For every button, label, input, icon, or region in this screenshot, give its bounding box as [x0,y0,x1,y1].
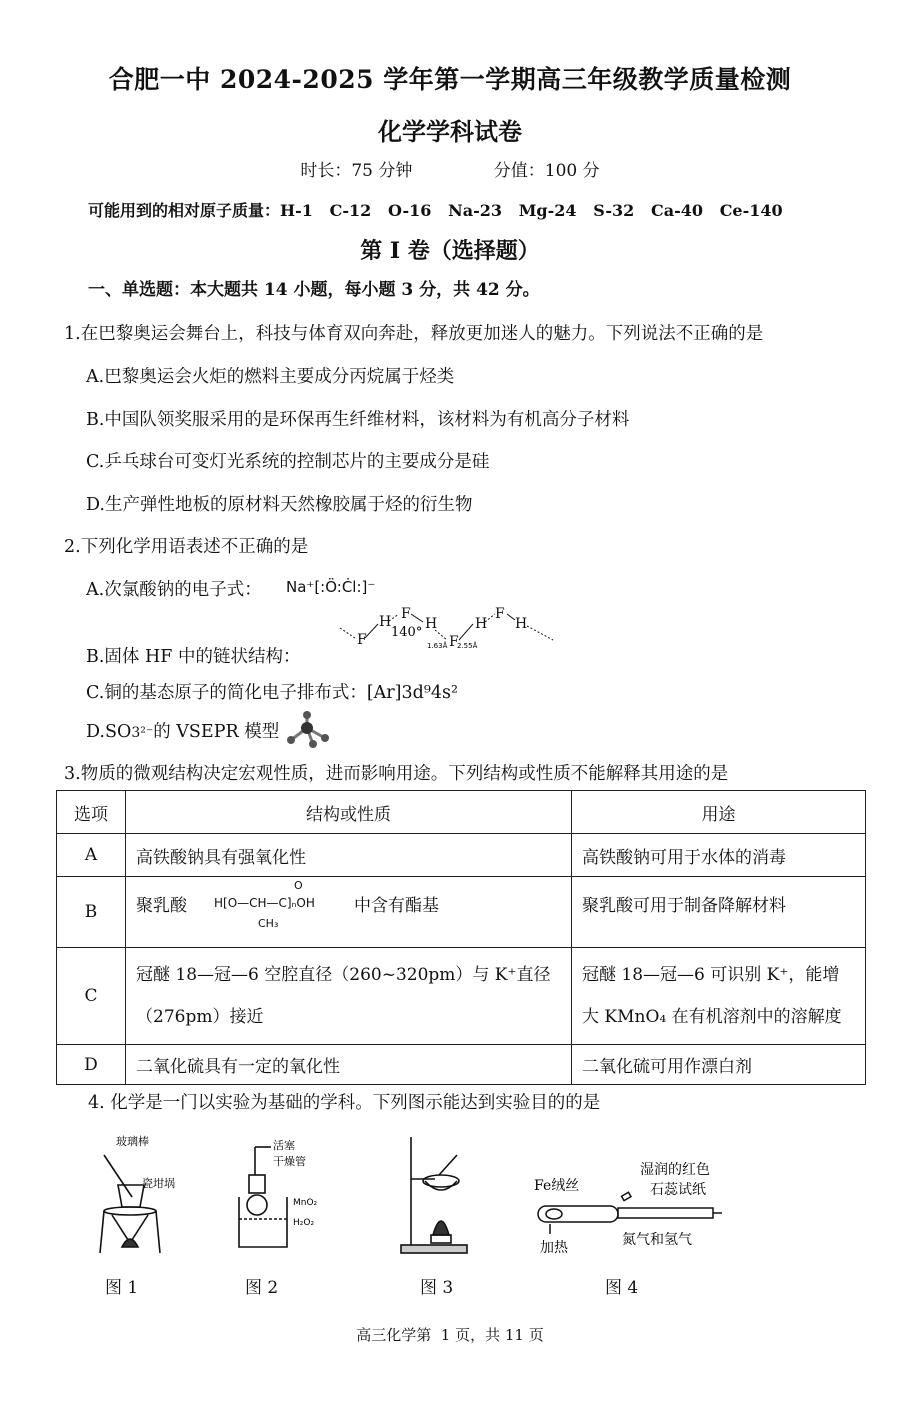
section-title: 第 I 卷（选择题） [360,238,540,264]
q2-option-a: A.次氯酸钠的电子式： [86,580,262,600]
row-a-property: 高铁酸钠具有强氧化性 [126,834,572,877]
table-row [57,1045,866,1085]
table-row [57,948,866,1045]
so3-suffix: 的 VSEPR 模型 [153,722,280,742]
figure-1-crucible [90,1135,200,1260]
polylactic-formula: H[O—CH—C]ₙOH [214,896,315,910]
q1-option-c: C.乒乓球台可变灯光系统的控制芯片的主要成分是硅 [86,452,490,472]
exam-meta [0,156,900,181]
svg-text:F: F [495,606,505,622]
q2-stem: 2.下列化学用语表述不正确的是 [64,537,309,557]
header-use: 用途 [572,791,866,834]
heating-label: 加热 [540,1240,568,1255]
svg-text:H: H [475,616,488,632]
q3-table [56,790,866,1085]
duration: 时长：75 分钟 [300,161,413,181]
figure-4-caption: 图 4 [605,1278,639,1298]
so3-ion-charge: 3²⁻ [131,725,154,741]
figure-4-ammonia-synthesis [530,1160,730,1255]
row-a-option: A [57,834,126,877]
bond-angle-label: 140° [391,625,423,640]
header-property: 结构或性质 [126,791,572,834]
row-c-option: C [57,948,126,1045]
total-score: 分值：100 分 [493,161,600,181]
header-option: 选项 [57,791,126,834]
crucible-label: 瓷坩埚 [142,1177,175,1190]
svg-text:F: F [357,632,367,648]
q1-stem: 1.在巴黎奥运会舞台上，科技与体育双向奔赴，释放更加迷人的魅力。下列说法不正确的是 [64,324,764,344]
fe-wool-label: Fe绒丝 [534,1178,580,1194]
q2-option-d [86,718,279,743]
litmus-label-1: 湿润的红色 [640,1162,710,1178]
row-a-use: 高铁酸钠可用于水体的消毒 [572,834,866,877]
q3-stem: 3.物质的微观结构决定宏观性质，进而影响用途。下列结构或性质不能解释其用途的是 [64,764,729,784]
svg-text:H: H [515,616,528,632]
figure-3-caption: 图 3 [420,1278,454,1298]
hf-chain-diagram [335,606,560,656]
litmus-label-2: 石蕊试纸 [650,1182,706,1198]
stopcock-label: 活塞 [273,1139,295,1152]
ester-group-label: 中含有酯基 [354,896,439,916]
svg-text:F: F [401,606,411,622]
table-header-row [57,791,866,834]
row-d-option: D [57,1045,126,1085]
exam-title: 合肥一中 2024-2025 学年第一学期高三年级教学质量检测 [108,65,792,94]
figure-2-caption: 图 2 [245,1278,279,1298]
glass-rod-label: 玻璃棒 [116,1135,149,1148]
q1-option-b: B.中国队领奖服采用的是环保再生纤维材料，该材料为有机高分子材料 [86,410,630,430]
carbonyl-oxygen: O [294,879,303,892]
h2o2-label: H₂O₂ [293,1218,315,1228]
svg-text:H: H [425,616,438,632]
q1-option-a: A.巴黎奥运会火炬的燃料主要成分丙烷属于烃类 [86,367,455,387]
row-b-option: B [57,877,126,948]
part-heading: 一、单选题：本大题共 14 小题，每小题 3 分，共 42 分。 [88,280,540,300]
row-b-use: 聚乳酸可用于制备降解材料 [572,877,866,948]
q2-option-b: B.固体 HF 中的链状结构： [86,647,301,667]
atomic-masses: 可能用到的相对原子质量：H-1 C-12 O-16 Na-23 Mg-24 S-32 Ca-40 Ce-140 [88,201,783,220]
figure-3-evaporation [395,1135,485,1260]
methyl-group: CH₃ [258,917,279,930]
n2-h2-label: 氮气和氢气 [622,1232,692,1248]
figure-1-caption: 图 1 [105,1278,139,1298]
svg-text:H: H [379,614,392,630]
mno2-label: MnO₂ [293,1198,318,1208]
exam-subtitle: 化学学科试卷 [378,117,522,146]
page-footer: 高三化学第 1 页，共 11 页 [356,1326,544,1344]
row-d-use: 二氧化硫可用作漂白剂 [572,1045,866,1085]
svg-text:F: F [449,634,459,650]
so3-prefix: D.SO [86,722,132,742]
table-row [57,834,866,877]
bond-length-1: 1.63Å [427,642,448,650]
drying-tube-label: 干燥管 [273,1155,306,1168]
row-b-property [126,877,572,948]
q4-stem: 4. 化学是一门以实验为基础的学科。下列图示能达到实验目的的是 [88,1093,601,1113]
table-row [57,877,866,948]
figure-2-gas-generator [225,1135,325,1260]
polylactic-label: 聚乳酸 [136,896,187,916]
hypochlorite-electron-formula: Na⁺[:Ö:Ċl:]⁻ [286,578,376,596]
vsepr-model-icon [285,710,335,750]
bond-length-2: 2.55Å [457,642,478,650]
q1-option-d: D.生产弹性地板的原材料天然橡胶属于烃的衍生物 [86,495,473,515]
row-d-property: 二氧化硫具有一定的氧化性 [126,1045,572,1085]
row-c-use: 冠醚 18—冠—6 可识别 K⁺，能增大 KMnO₄ 在有机溶剂中的溶解度 [572,948,866,1045]
row-c-property: 冠醚 18—冠—6 空腔直径（260~320pm）与 K⁺直径（276pm）接近 [126,948,572,1045]
q2-option-c: C.铜的基态原子的简化电子排布式：[Ar]3d⁹4s² [86,683,458,703]
